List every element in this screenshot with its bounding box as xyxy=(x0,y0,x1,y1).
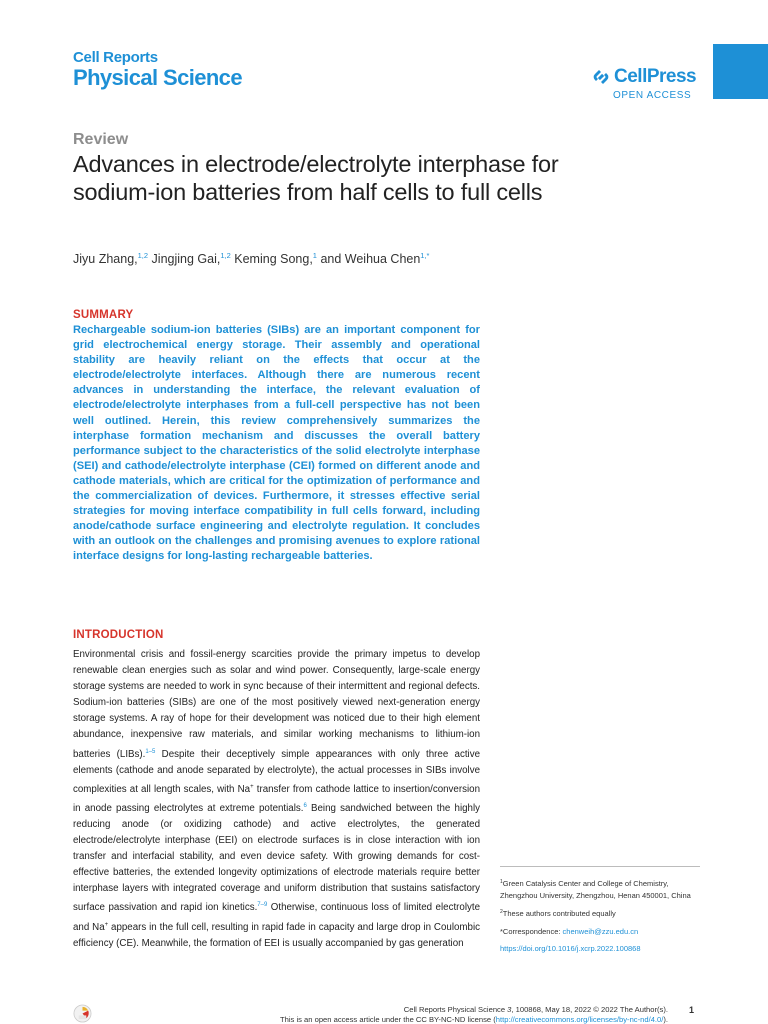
introduction-paragraph: Environmental crisis and fossil-energy scarcities provide the primary impetus to develop renewable clean energies such as solar and wind power. Consequently, large-scale energy storage systems are needed to work in sync because of their intermittent and regional defects. Sodium-ion batteries (SIBs) are one of the most positively viewed next-generation energy storage systems. A ray of hope for their development was noticed due to their high element abundance, inexpensive raw materials, and similar working mechanisms to lithium-ion batteries (LIBs).$^{1-5}$ Despite their deceptively simple appearances with only three active elements (cathode and anode separated by electrolyte), the actual processes in SIBs involve complexities at all length scales, with Na+ transfer from cathode lattice to insertion/conversion in anode passing electrolytes at extreme potentials.$^6$ Being sandwiched between the highly reducing anode (or oxidizing cathode) and active electrolytes, the generated electrode/electrolyte interphase (EEI) on electrode surfaces is in close interaction with ion transfer and interfacial stability, and even device safety. With growing demands for cost-effective batteries, the extended longevity optimizations of electrode materials require better interphase layers with integrated coverage and uniform distribution that sustains satisfactory surface passivation and rapid ion kinetics.$^{7-9}$ Otherwise, continuous loss of limited electrolyte and Na+ appears in the full cell, resulting in rapid fade in capacity and large drop in Coulombic efficiency (CE). Meanwhile, the formation of EEI is usually accompanied by gas generation xyxy=(73,649,480,949)
page-number: 1 xyxy=(689,1005,695,1015)
email-link[interactable]: chenweih@zzu.edu.cn xyxy=(562,926,639,936)
correspondence: *Correspondence: chenweih@zzu.edu.cn xyxy=(500,926,639,936)
author-name: Jingjing Gai, xyxy=(151,252,221,266)
page-footer xyxy=(200,1005,668,1024)
cellpress-logo-icon xyxy=(591,68,611,86)
license-line: This is an open access article under the CC BY-NC-ND license (http://creativecommons.org/licenses/by-nc-nd/4.0/). xyxy=(279,1015,668,1024)
check-for-updates-icon[interactable] xyxy=(73,1004,92,1023)
reference-link[interactable]: 6 xyxy=(303,802,307,809)
article-title: Advances in electrode/electrolyte interphase for sodium-ion batteries from half cells to full cells xyxy=(73,151,559,205)
citation-line: Cell Reports Physical Science 3, 100868, May 18, 2022 © 2022 The Author(s). xyxy=(403,1005,668,1014)
doi-link[interactable]: https://doi.org/10.1016/j.xcrp.2022.100868 xyxy=(500,944,641,953)
open-access-label: OPEN ACCESS xyxy=(613,90,692,101)
journal-name-line2: Physical Science xyxy=(73,65,242,90)
author-affiliation-mark[interactable]: 1,2 xyxy=(220,251,231,260)
summary-text: Rechargeable sodium-ion batteries (SIBs) are an important component for grid electrochemical energy storage. Their assembly and operational stability are heavily reliant on the effects that occur at the electrode/electrolyte interfaces. Although there are numerous recent advances in understanding the interface, the relevant evaluation of electrode/electrolyte interphases from a full-cell perspective has not been well outlined. Herein, this review comprehensively summarizes the interphase formation mechanism and discusses the overall battery performance subject to the characteristics of the solid electrolyte interphase (SEI) and cathode/electrolyte interphase (CEI) formed on different anode and cathode materials, which are critical for the optimization of performance and the commercialization of devices. Furthermore, it stresses effective serial strategies for moving interface compatibility in full cells forward, including anode/cathode surface engineering and electrolyte regulation. It concludes with an outlook on the challenges and promising avenues to explore rational interface designs for long-lasting rechargeable batteries. xyxy=(73,324,480,563)
author-affiliation-mark[interactable]: 1,2 xyxy=(137,251,149,260)
introduction-heading: INTRODUCTION xyxy=(73,629,164,641)
article-type: Review xyxy=(73,131,129,148)
affiliations-sidebar xyxy=(500,866,700,961)
journal-logo xyxy=(73,50,242,89)
author-affiliation-mark[interactable]: 1 xyxy=(312,251,317,260)
author-affiliation-mark[interactable]: 1,* xyxy=(420,251,430,260)
author-name: Keming Song, xyxy=(234,252,313,266)
affiliation-1: $^1$Green Catalysis Center and College of Chemistry, Zhengzhou University, Zhengzhou, Henan 450001, China xyxy=(500,879,691,900)
journal-name-line1: Cell Reports xyxy=(73,49,158,66)
author-name: Jiyu Zhang, xyxy=(73,252,138,266)
affiliation-2: $^2$These authors contributed equally xyxy=(500,909,616,918)
publisher-name: CellPress xyxy=(614,66,697,87)
reference-link[interactable]: 7–9 xyxy=(257,902,268,909)
summary-heading: SUMMARY xyxy=(73,309,134,321)
publisher-logo xyxy=(591,66,696,101)
author-name: and Weihua Chen xyxy=(320,252,421,266)
reference-link[interactable]: 1–5 xyxy=(145,748,156,755)
license-link[interactable]: http://creativecommons.org/licenses/by-nc-nd/4.0/ xyxy=(495,1015,664,1024)
author-list xyxy=(73,251,429,266)
header-color-tab xyxy=(713,44,768,99)
